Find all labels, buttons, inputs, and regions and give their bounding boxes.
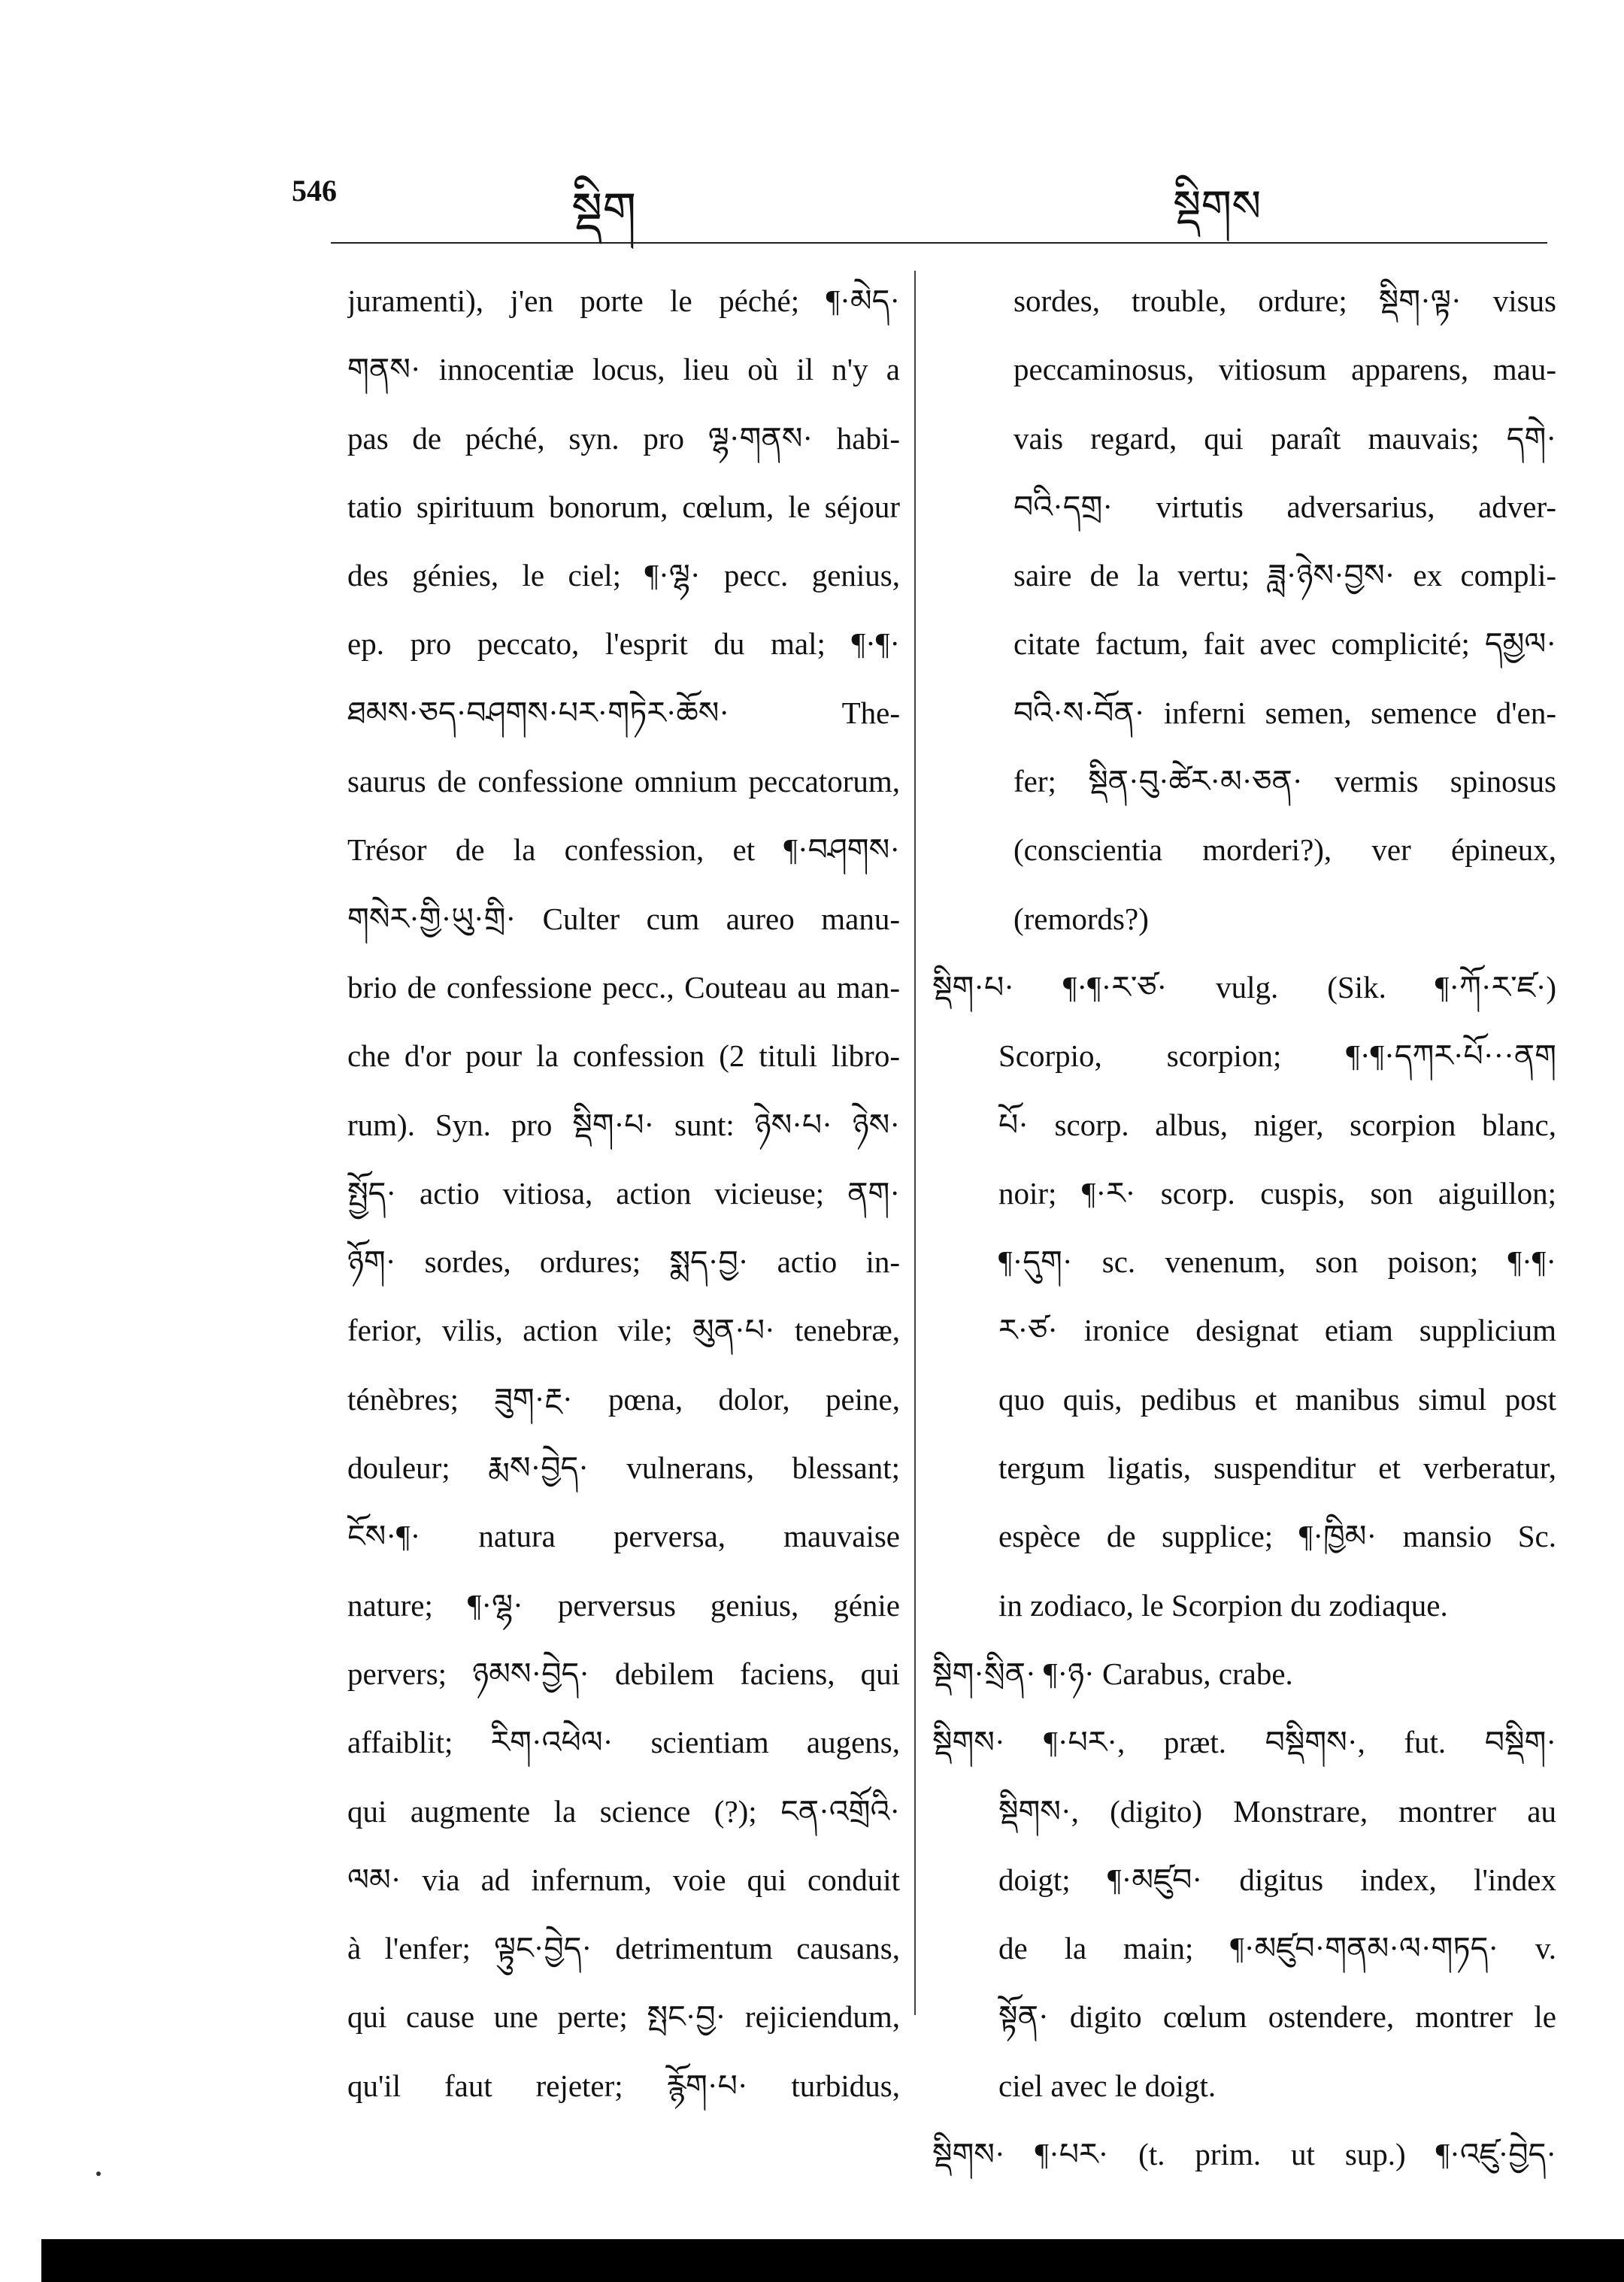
text-line: quo quis, pedibus et manibus simul post: [998, 1381, 1556, 1417]
text-line: tergum ligatis, suspenditur et verberatur,: [998, 1450, 1556, 1486]
entry-headword-line: སྡིག·སྲིན· ¶·ཉ· Carabus, crabe.: [932, 1656, 1293, 1691]
text-line: nature; ¶·ལྷ· perversus genius, génie: [347, 1587, 900, 1623]
text-line: des génies, le ciel; ¶·ལྷ· pecc. genius,: [347, 558, 900, 593]
text-line: citate factum, fait avec complicité; དམྱལ·: [1013, 626, 1556, 662]
page-number: 546: [292, 174, 337, 208]
text-line: པོ· scorp. albus, niger, scorpion blanc,: [998, 1107, 1556, 1142]
scan-speck: [96, 2171, 101, 2176]
text-line: douleur; རྨས·བྱེད· vulnerans, blessant;: [347, 1450, 900, 1486]
text-line: in zodiaco, le Scorpion du zodiaque.: [998, 1587, 1448, 1623]
text-line: peccaminosus, vitiosum apparens, mau-: [1013, 352, 1556, 387]
text-line: ལམ· via ad infernum, voie qui conduit: [347, 1862, 900, 1897]
text-line: qui cause une perte; སྤང·བྱ· rejiciendum,: [347, 1999, 900, 2035]
text-line: ciel avec le doigt.: [998, 2068, 1216, 2103]
text-line: བའི·ས·བོན· inferni semen, semence d'en-: [1013, 695, 1556, 730]
text-line: doigt; ¶·མཛུབ· digitus index, l'index: [998, 1862, 1556, 1897]
text-line: ར·ཙ· ironice designat etiam supplicium: [998, 1313, 1556, 1348]
text-line: de la main; ¶·མཛུབ·གནམ·ལ·གཏད· v.: [998, 1931, 1556, 1966]
text-line: ferior, vilis, action vile; མུན·པ· tenebræ,: [347, 1313, 900, 1348]
scan-bottom-bar: [41, 2239, 1624, 2282]
text-line: noir; ¶·ར· scorp. cuspis, son aiguillon;: [998, 1175, 1556, 1211]
text-line: (remords?): [1013, 901, 1149, 936]
text-line: affaiblit; རིག·འཕེལ· scientiam augens,: [347, 1725, 900, 1760]
text-line: ཉོག· sordes, ordures; སྨད·བྱ· actio in-: [347, 1244, 900, 1280]
text-line: saire de la vertu; ཟླ·ཉེས·བྱས· ex compli-: [1013, 558, 1556, 593]
running-headword-right: སྡིགས: [1173, 180, 1262, 232]
entry-headword-line: སྡིགས· ¶·པར· (t. prim. ut sup.) ¶·འཛུ·བྱེད·: [932, 2137, 1556, 2172]
text-line: སྡིགས·, (digito) Monstrare, montrer au: [998, 1793, 1556, 1829]
text-line: vais regard, qui paraît mauvais; དགེ·: [1013, 420, 1556, 456]
text-line: སྟོན· digito cœlum ostendere, montrer le: [998, 1999, 1556, 2035]
text-line: བའི·དགྲ· virtutis adversarius, adver-: [1013, 489, 1556, 524]
right-column: [932, 267, 1556, 2189]
entry-headword-line: སྡིག·པ· ¶·¶·ར་ཙ· vulg. (Sik. ¶·ཀོ·ར་ཛ·): [932, 969, 1556, 1005]
text-line: fer; སྡིན·བུ·ཚེར·མ·ཅན· vermis spinosus: [1013, 764, 1556, 799]
text-line: juramenti), j'en porte le péché; ¶·མེད·: [347, 283, 900, 318]
text-line: qu'il faut rejeter; རྙོག·པ· turbidus,: [347, 2068, 900, 2103]
text-line: ténèbres; ཟུག·རྔ· pœna, dolor, peine,: [347, 1381, 900, 1417]
text-line: སྤྱོད· actio vitiosa, action vicieuse; ནག·: [347, 1175, 900, 1211]
column-divider: [914, 271, 916, 2015]
text-line: à l'enfer; ལྟུང·བྱེད· detrimentum causans,: [347, 1931, 900, 1966]
text-line: (conscientia morderi?), ver épineux,: [1013, 832, 1556, 868]
text-line: གསེར·གྱི·ཡུ·གྲི· Culter cum aureo manu-: [347, 901, 900, 936]
text-line: ཐམས·ཅད·བཤགས·པར·གཏེར·ཆོས· The-: [347, 695, 900, 730]
text-line: saurus de confessione omnium peccatorum,: [347, 764, 900, 799]
text-line: ¶·དུག· sc. venenum, son poison; ¶·¶·: [998, 1244, 1556, 1280]
text-line: Trésor de la confession, et ¶·བཤགས·: [347, 832, 900, 868]
text-line: pas de péché, syn. pro ལྷ·གནས· habi-: [347, 420, 900, 456]
text-line: ep. pro peccato, l'esprit du mal; ¶·¶·: [347, 626, 900, 662]
text-line: ངོས·¶· natura perversa, mauvaise: [347, 1519, 900, 1554]
text-line: che d'or pour la confession (2 tituli libro-: [347, 1038, 900, 1074]
text-line: espèce de supplice; ¶·ཁྱིམ· mansio Sc.: [998, 1519, 1556, 1554]
text-line: tatio spirituum bonorum, cœlum, le séjour: [347, 489, 900, 524]
text-line: sordes, trouble, ordure; སྡིག·ལྟ· visus: [1013, 283, 1556, 318]
header-rule: [331, 242, 1547, 244]
running-headword-left: སྡིག: [571, 183, 637, 238]
entry-headword-line: སྡིགས· ¶·པར·, præt. བསྡིགས·, fut. བསྡིག·: [932, 1725, 1556, 1760]
text-line: གནས· innocentiæ locus, lieu où il n'y a: [347, 352, 900, 387]
left-column: [347, 267, 900, 2120]
page-header: [0, 150, 1624, 238]
text-line: brio de confessione pecc., Couteau au man-: [347, 969, 900, 1005]
text-line: qui augmente la science (?); ངན·འགྲོའི·: [347, 1793, 900, 1829]
text-line: pervers; ཉམས·བྱེད· debilem faciens, qui: [347, 1656, 900, 1691]
text-line: Scorpio, scorpion; ¶·¶·དཀར·པོ···ནག: [998, 1038, 1556, 1074]
text-line: rum). Syn. pro སྡིག·པ· sunt: ཉེས·པ· ཉེས·: [347, 1107, 900, 1142]
